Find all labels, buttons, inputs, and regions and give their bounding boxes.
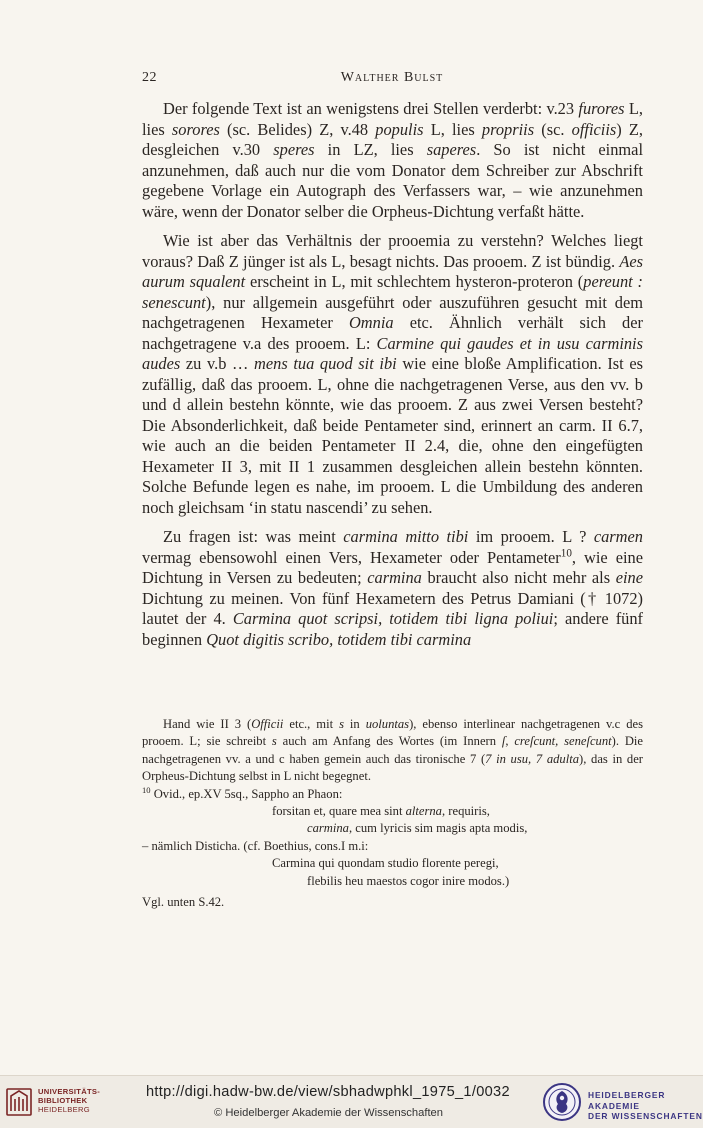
italic-text: Carmina quot scripsi, totidem tibi ligna poliui <box>232 609 554 628</box>
italic-text: mens tua quod sit ibi <box>254 354 397 373</box>
italic-text: alterna <box>405 804 442 819</box>
italic-text: saperes <box>426 140 477 159</box>
italic-text: s <box>339 717 344 731</box>
italic-text: officiis <box>571 119 617 139</box>
university-library-name[interactable] <box>38 1088 118 1114</box>
italic-text: Carmine qui gaudes et in usu carminis audes <box>142 333 643 373</box>
text-run: Hand wie II 3 ( <box>163 717 252 731</box>
page-header <box>142 70 642 90</box>
italic-text: ſ <box>501 734 506 749</box>
italic-text: Omnia <box>348 313 394 332</box>
hadw-line-2: DER WISSENSCHAFTEN <box>588 1111 703 1121</box>
italic-text: pereunt : senescunt <box>142 272 643 312</box>
ub-line-1: UNIVERSITÄTS- <box>38 1087 101 1096</box>
italic-text: carmina <box>307 821 349 836</box>
footnote-text: Ovid., ep.XV 5sq., Sappho an Phaon: <box>150 786 343 801</box>
text-run: Zu fragen ist: was meint <box>163 527 344 546</box>
italic-text: carmen <box>593 527 643 546</box>
verse-line-1 <box>142 803 643 820</box>
verse-line-2 <box>142 820 643 837</box>
permalink-url[interactable]: http://digi.hadw-bw.de/view/sbhadwphkl_1975_1/0032 <box>146 1084 510 1100</box>
text-run: in LZ, lies <box>314 140 427 159</box>
university-library-logo-icon[interactable] <box>6 1087 32 1117</box>
footnote-ref: 10 <box>560 547 572 560</box>
italic-text: eine <box>615 568 643 587</box>
italic-text: speres <box>273 140 315 159</box>
main-text <box>142 99 643 650</box>
text-run: , <box>505 734 515 749</box>
text-run: etc. Ähnlich verhält sich der nachgetragene v.a des prooem. L: <box>142 313 643 353</box>
text-run: ; andere fünf beginnen <box>142 609 644 649</box>
italic-text: furores <box>578 99 625 118</box>
text-run: (sc. Belides) Z, v.48 <box>219 119 376 139</box>
copyright-notice: © Heidelberger Akademie der Wissenschaften <box>214 1107 443 1119</box>
footnote-mid-line: – nämlich Disticha. (cf. Boethius, cons.I m.i: <box>142 838 369 853</box>
paragraph-3 <box>142 527 643 650</box>
page-number: 22 <box>142 70 157 85</box>
verse-line-3 <box>142 855 643 872</box>
text-run: in <box>343 717 366 731</box>
footnote-vgl: Vgl. unten S.42. <box>142 895 225 910</box>
text-run: flebilis heu maestos cogor inire modos.) <box>307 873 510 888</box>
footnote-number: 10 <box>142 784 151 795</box>
hadw-line-1: HEIDELBERGER AKADEMIE <box>588 1090 666 1111</box>
italic-text: carmina <box>367 568 422 587</box>
text-run: etc., mit <box>283 717 340 731</box>
italic-text: Officii <box>251 717 284 731</box>
footnote-10 <box>142 786 643 803</box>
text-run: wie eine bloße Amplification. Ist es zufällig, daß das prooem. L, ohne die nachgetragenen Verse, aus den vv. b und d allein bestehn könnte, wie das prooem. Z aus zwei Versen besteht? Die Absonderlichkeit, daß beide Pentameter sind, erinnert an carm. II 6.7, wie auch an die beiden Pentameter II 2.4, die, ohne den eingefügten Hexameter II 3, mit II 1 zusammen desgleichen allein bestehn könnten. Solche Befunde legen es nahe, im prooem. L die Umbildung des anderen noch gleichsam ‘in statu nascendi’ zu sehen. <box>142 354 643 517</box>
text-run: forsitan et, quare mea sint <box>272 804 406 819</box>
academy-seal-icon[interactable] <box>542 1082 582 1122</box>
viewer-footer <box>0 1075 703 1128</box>
italic-text: s <box>271 734 277 749</box>
text-run: , requiris, <box>441 804 490 819</box>
italic-text: 7 in usu, 7 adulta <box>485 751 580 766</box>
italic-text: sorores <box>171 119 220 139</box>
text-run: zu v.b … <box>180 354 255 373</box>
text-run: , wie eine Dichtung in Versen zu bedeuten; <box>142 547 643 587</box>
verse-line-4 <box>142 873 643 890</box>
text-run: vermag ebensowohl einen Vers, Hexameter oder Pentameter <box>142 547 561 567</box>
footnote-continuation <box>142 716 643 786</box>
text-run: erscheint in L, mit schlechtem hysteron-proteron ( <box>245 272 584 291</box>
text-run: Dichtung zu meinen. Von fünf Hexametern des Petrus Damiani († 1072) lautet der 4. <box>142 588 643 628</box>
text-run: im prooem. L ? <box>468 527 594 546</box>
text-run: ), nur allgemein ausgeführt oder auszuführen gesucht mit dem nachgetragenen Hexameter <box>142 292 643 332</box>
text-run: L, lies <box>142 99 643 139</box>
text-run: Der folgende Text ist an wenigstens drei Stellen verderbt: v.23 <box>163 99 579 118</box>
paragraph-1 <box>142 99 643 222</box>
text-run: Carmina qui quondam studio florente peregi, <box>272 856 499 871</box>
text-run: ) Z, desgleichen v.30 <box>142 119 643 159</box>
footnotes <box>142 716 643 911</box>
text-run: braucht also nicht mehr als <box>421 568 616 587</box>
ub-line-3: HEIDELBERG <box>38 1104 90 1114</box>
italic-text: uoluntas <box>365 717 410 731</box>
running-head: Walther Bulst <box>340 70 444 85</box>
italic-text: carmina mitto tibi <box>343 527 469 546</box>
italic-text: populis <box>375 119 424 139</box>
text-run: auch am Anfang des Wortes (im Innern <box>276 734 502 749</box>
text-run: . So ist nicht einmal anzunehmen, daß auch nur die vom Donator dem Schreiber zur Abschrift gegebene Vorlage ein Autograph des Verfassers war, – wie anzunehmen wäre, wenn der Donator selber die Orpheus-Dichtung verfaßt hätte. <box>142 140 643 221</box>
text-run: (sc. <box>534 119 572 139</box>
text-run: ), ebenso interlinear nachgetragenen v.c des prooem. L; sie schreibt <box>142 717 643 749</box>
paragraph-2 <box>142 231 643 518</box>
italic-text: Quot digitis scribo, totidem tibi carmina <box>206 629 472 649</box>
ub-line-2: BIBLIOTHEK <box>38 1095 88 1105</box>
text-run: ), das in der Orpheus-Dichtung selbst in L nicht begegnet. <box>142 751 644 784</box>
text-run: Wie ist aber das Verhältnis der prooemia zu verstehn? Welches liegt voraus? Daß Z jünger ist als L, besagt nichts. Das prooem. Z ist bündig. <box>142 231 643 271</box>
academy-name[interactable] <box>588 1090 703 1122</box>
text-run: ). Die nachgetragenen vv. a und c haben gemein auch das tironische 7 ( <box>142 734 643 766</box>
italic-text: creſcunt, seneſcunt <box>514 734 612 749</box>
text-run: , cum lyricis sim magis apta modis, <box>348 821 528 836</box>
italic-text: Aes aurum squalent <box>142 251 643 291</box>
text-run: L, lies <box>423 119 482 139</box>
italic-text: propriis <box>481 119 535 139</box>
